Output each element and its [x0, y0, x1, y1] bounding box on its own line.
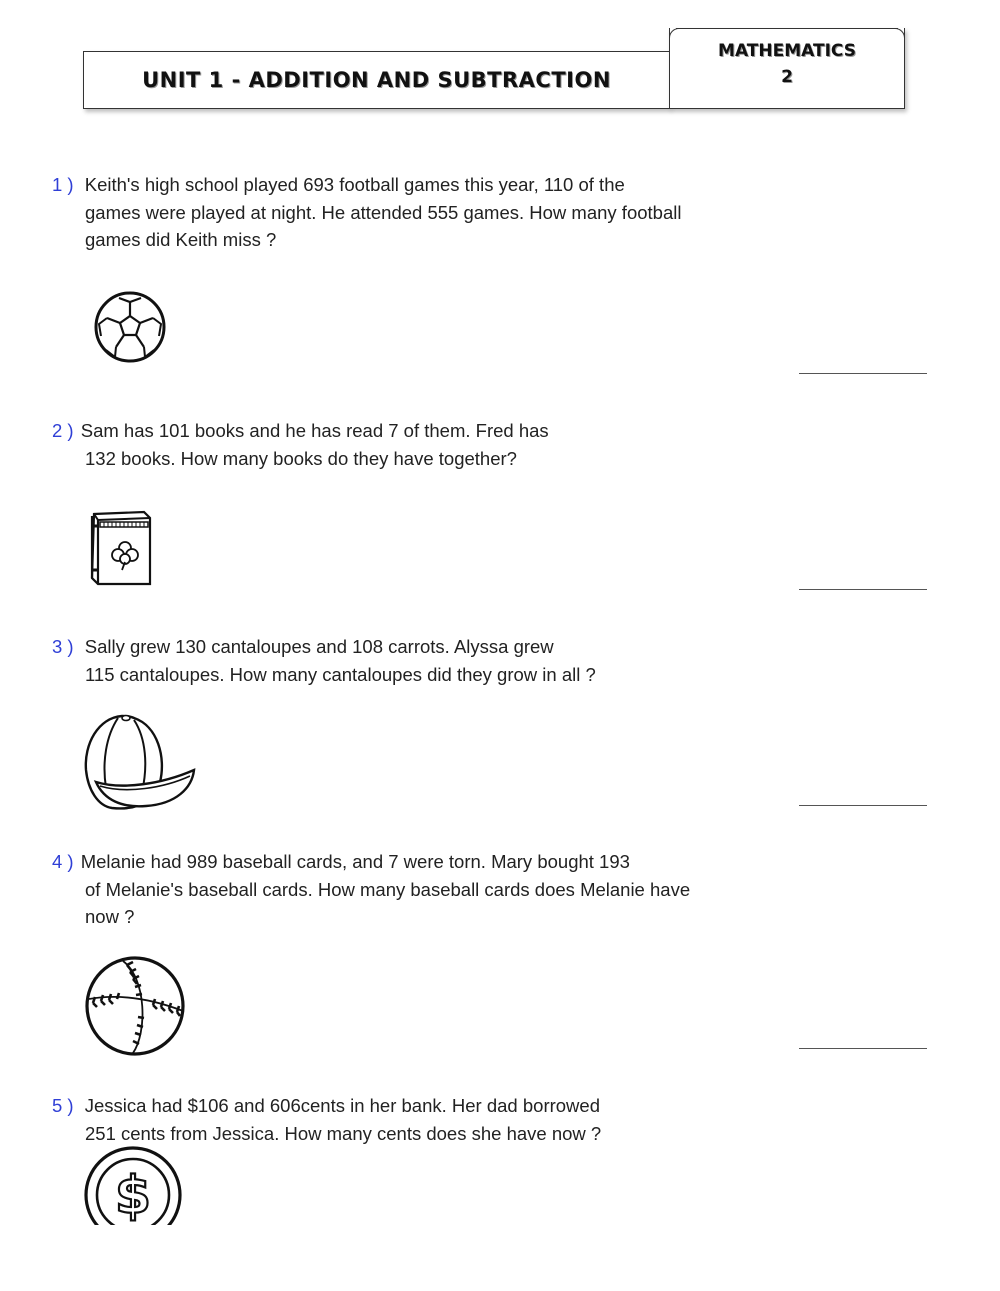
subject-label [669, 38, 905, 90]
question-text-line: Melanie had 989 baseball cards, and 7 were torn. Mary bought 193 [80, 851, 630, 872]
question-text-line: Keith's high school played 693 football games this year, 110 of the [84, 174, 625, 195]
header-title-box [83, 51, 670, 109]
answer-line[interactable] [799, 805, 927, 806]
svg-text:$: $ [114, 1166, 152, 1225]
subject-box-top-border [676, 28, 898, 29]
book-icon [86, 504, 154, 586]
question-text-line: Sam has 101 books and he has read 7 of them. Fred has [80, 420, 549, 441]
question-text-line: 251 cents from Jessica. How many cents does she have now ? [85, 1122, 602, 1144]
question-5 [52, 1092, 752, 1147]
question-text-line: 115 cantaloupes. How many cantaloupes did they grow in all ? [85, 663, 596, 685]
answer-line[interactable] [799, 373, 927, 374]
soccer-ball-icon [93, 290, 167, 364]
dollar-coin-icon [83, 1145, 183, 1225]
question-number: 5 ) [52, 1095, 74, 1116]
question-1 [52, 171, 752, 254]
question-text-line: now ? [85, 906, 135, 927]
question-number: 1 ) [52, 174, 74, 195]
baseball-icon [83, 955, 189, 1057]
question-text-line: Jessica had $106 and 606cents in her bank. Her dad borrowed [84, 1095, 600, 1116]
question-text-line: games did Keith miss ? [85, 229, 277, 250]
question-text-line: Sally grew 130 cantaloupes and 108 carrots. Alyssa grew [84, 636, 554, 657]
page-title: UNIT 1 - ADDITION AND SUBTRACTION [142, 68, 611, 92]
subject-name: MATHEMATICS [718, 41, 856, 61]
answer-line[interactable] [799, 1048, 927, 1049]
question-number: 2 ) [52, 420, 74, 441]
question-text-line: 132 books. How many books do they have together? [85, 447, 517, 469]
question-number: 4 ) [52, 851, 74, 872]
question-text-line: of Melanie's baseball cards. How many baseball cards does Melanie have [85, 878, 691, 900]
question-3 [52, 633, 752, 688]
question-text-line: games were played at night. He attended 555 games. How many football [85, 201, 682, 223]
question-4 [52, 848, 752, 931]
grade-number: 2 [781, 67, 793, 87]
cantaloupe-icon [82, 712, 204, 810]
question-2 [52, 417, 752, 472]
question-number: 3 ) [52, 636, 74, 657]
answer-line[interactable] [799, 589, 927, 590]
